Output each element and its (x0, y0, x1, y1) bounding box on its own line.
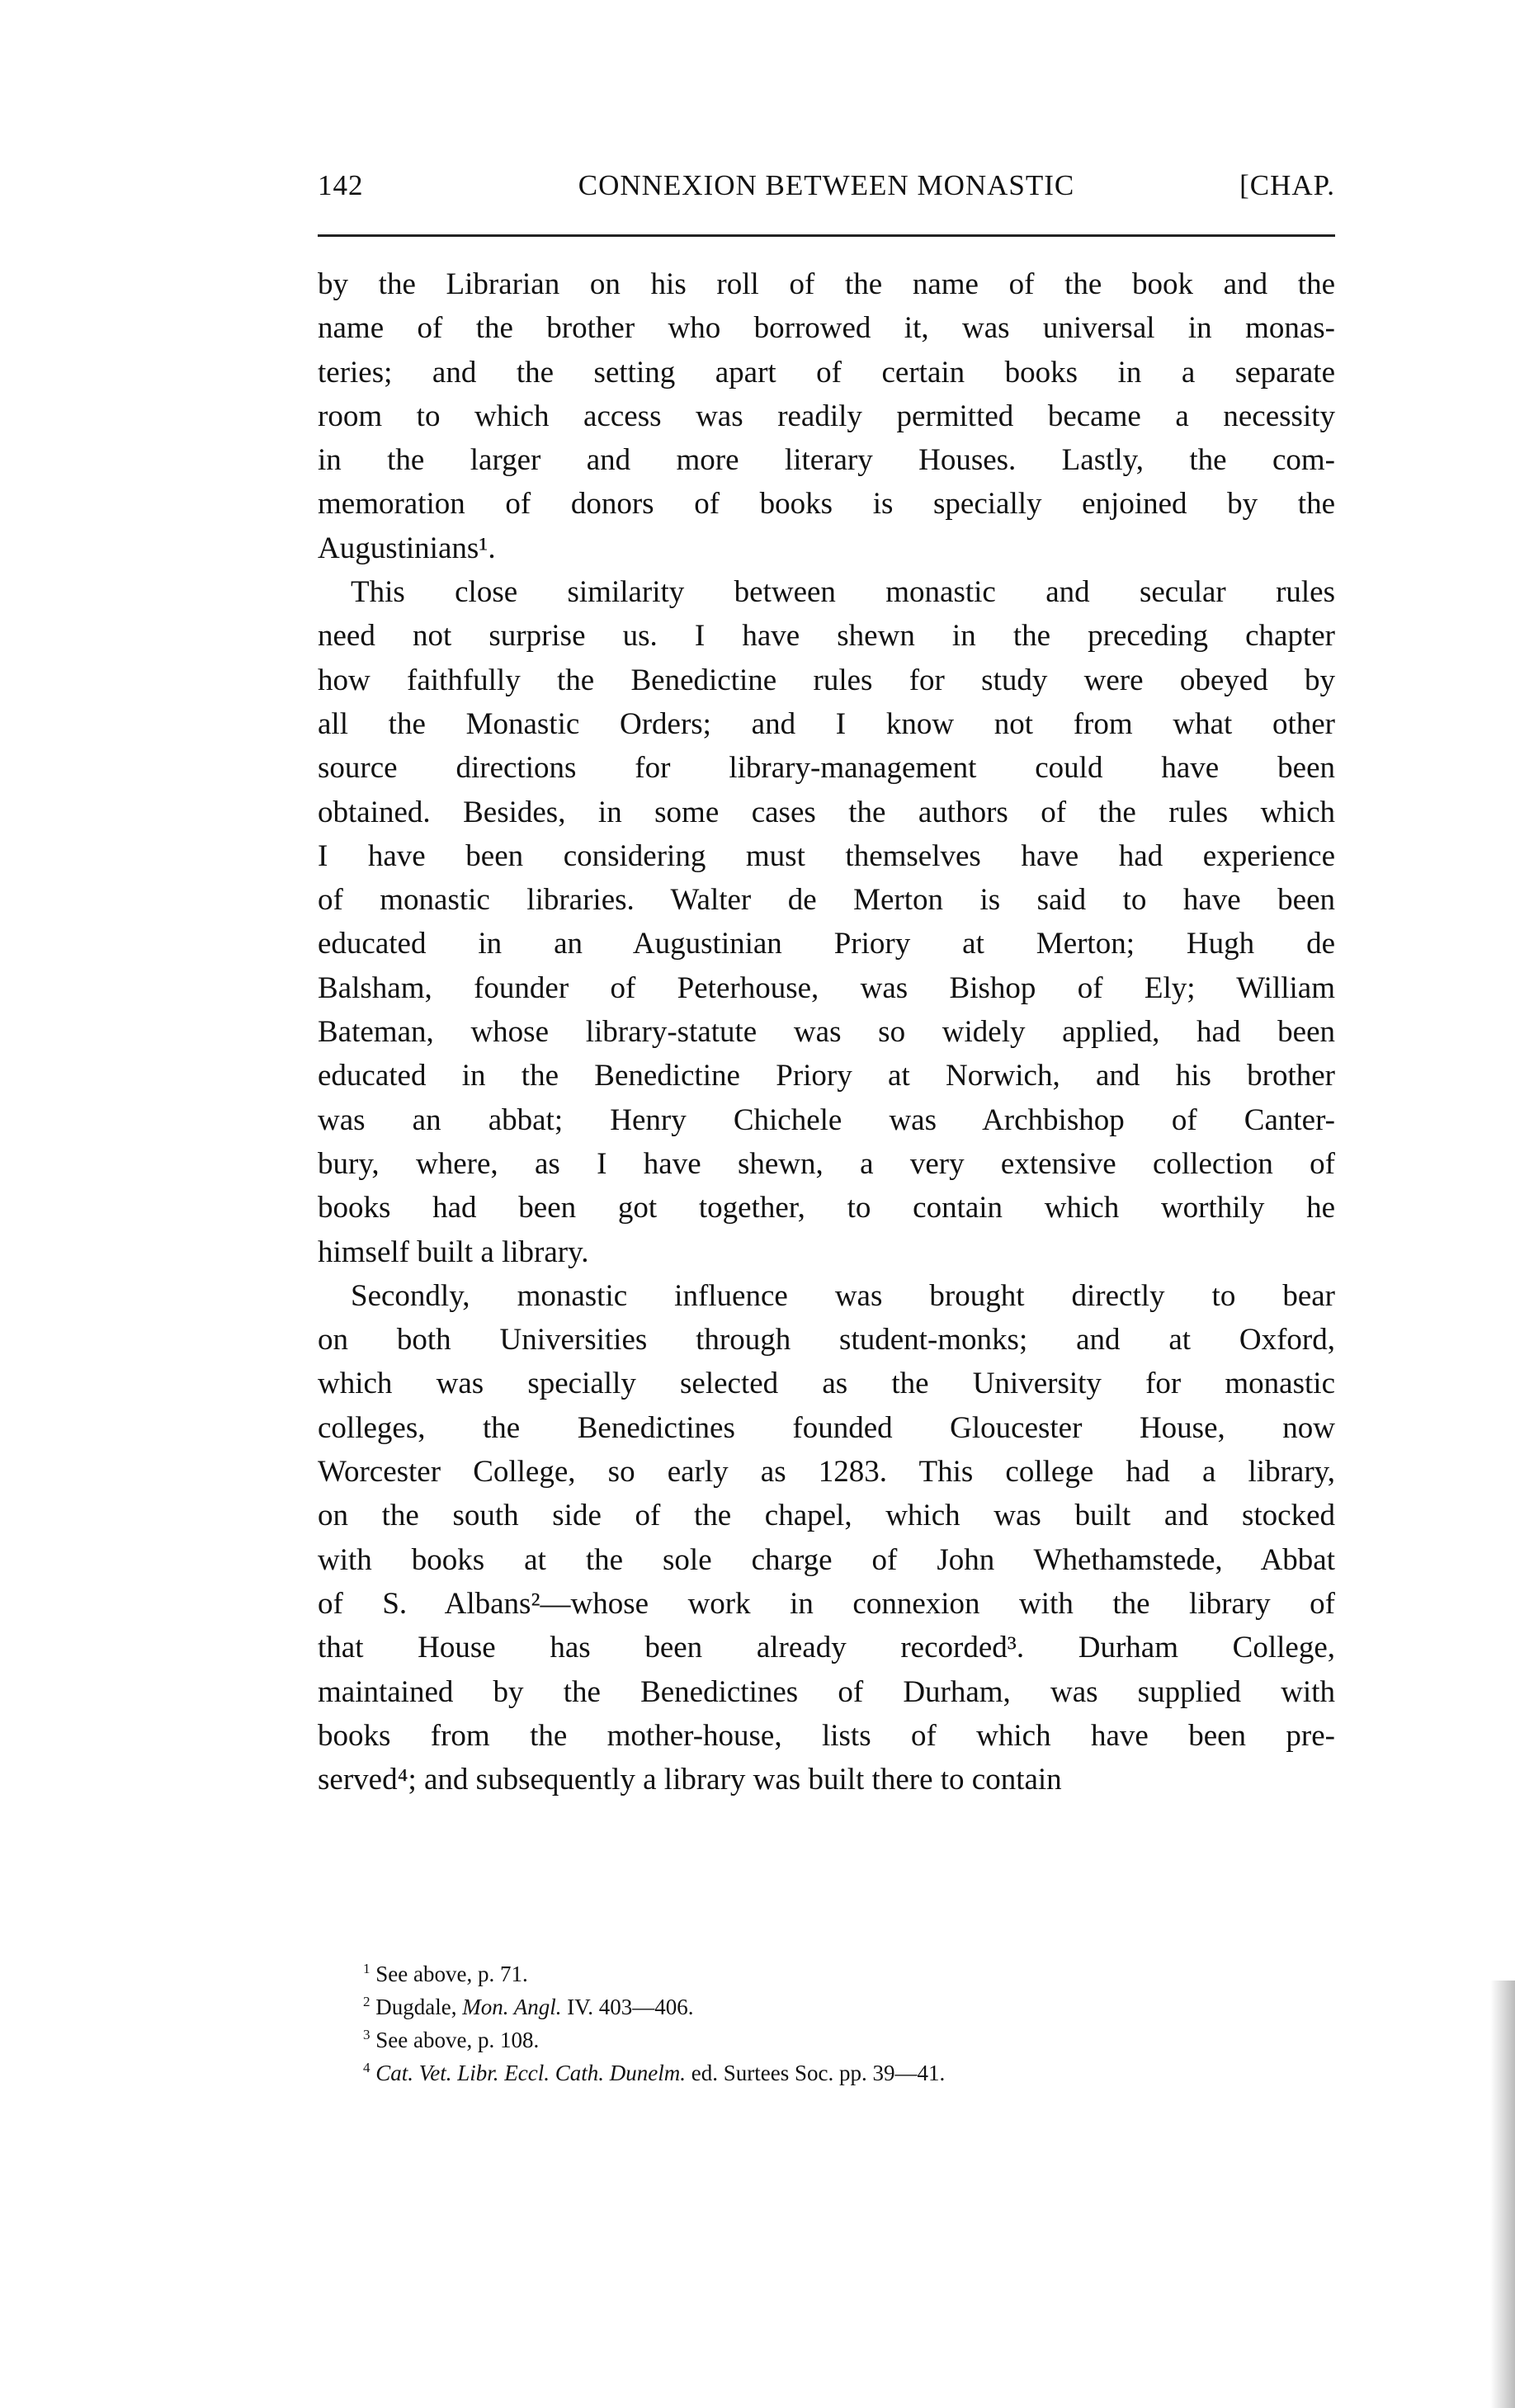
footnotes (363, 1957, 945, 2089)
text-line: Bateman, whose library-statute was so widely applied, had been (318, 1015, 1335, 1050)
text-line: I have been considering must themselves have had experience (318, 838, 1335, 873)
running-header (318, 169, 1335, 210)
footnote-post: ed. Surtees Soc. pp. 39—41. (685, 2061, 946, 2085)
page-number: 142 (318, 169, 364, 201)
running-title: CONNEXION BETWEEN MONASTIC (578, 169, 1075, 201)
text-line: was an abbat; Henry Chichele was Archbishop of Canter- (318, 1102, 1335, 1137)
header-rule (318, 234, 1335, 237)
text-line: need not surprise us. I have shewn in the preceding chapter (318, 619, 1335, 654)
text-line: educated in the Benedictine Priory at Norwich, and his brother (318, 1059, 1335, 1093)
text-line: Balsham, founder of Peterhouse, was Bishop of Ely; William (318, 970, 1335, 1005)
footnote-italic: Cat. Vet. Libr. Eccl. Cath. Dunelm. (375, 2061, 686, 2085)
text-line: name of the brother who borrowed it, was universal in monas- (318, 311, 1335, 346)
footnote-mark: 2 (363, 1994, 370, 2009)
text-line: in the larger and more literary Houses. Lastly, the com- (318, 443, 1335, 478)
footnote-pre: See above, p. 108. (375, 2028, 540, 2052)
footnote (363, 1990, 945, 2023)
text-line: by the Librarian on his roll of the name of the book and the (318, 267, 1335, 301)
text-line: books from the mother-house, lists of which have been pre- (318, 1718, 1335, 1753)
text-line: that House has been already recorded³. Durham College, (318, 1631, 1335, 1665)
text-line: with books at the sole charge of John Whethamstede, Abbat (318, 1542, 1335, 1577)
text-line: memoration of donors of books is specially enjoined by the (318, 487, 1335, 522)
footnote (363, 2056, 945, 2089)
text-line: teries; and the setting apart of certain books in a separate (318, 355, 1335, 390)
text-line: which was specially selected as the University for monastic (318, 1367, 1335, 1401)
footnote-pre: Dugdale, (375, 1995, 463, 2019)
footnote-mark: 4 (363, 2060, 370, 2075)
body-text (318, 262, 1335, 1801)
text-line: how faithfully the Benedictine rules for study were obeyed by (318, 663, 1335, 697)
chapter-label: [CHAP. (1239, 169, 1335, 201)
page-edge (1490, 1981, 1515, 2408)
text-line: educated in an Augustinian Priory at Merton; Hugh de (318, 927, 1335, 961)
text-line: of S. Albans²—whose work in connexion with the library of (318, 1586, 1335, 1621)
text-line: on the south side of the chapel, which was built and stocked (318, 1499, 1335, 1533)
footnote-mark: 1 (363, 1961, 370, 1976)
footnote (363, 1957, 945, 1990)
text-line: himself built a library. (318, 1235, 589, 1269)
text-line: Augustinians¹. (318, 531, 496, 565)
text-line: books had been got together, to contain which worthily he (318, 1191, 1335, 1225)
footnote (363, 2023, 945, 2056)
text-line: maintained by the Benedictines of Durham, was supplied with (318, 1674, 1335, 1709)
text-line: Secondly, monastic influence was brought directly to bear (351, 1278, 1335, 1313)
text-line: of monastic libraries. Walter de Merton is said to have been (318, 883, 1335, 918)
text-line: served⁴; and subsequently a library was built there to contain (318, 1763, 1062, 1797)
footnote-post: IV. 403—406. (561, 1995, 694, 2019)
text-line: obtained. Besides, in some cases the authors of the rules which (318, 795, 1335, 829)
text-line: This close similarity between monastic and secular rules (351, 575, 1335, 610)
text-line: room to which access was readily permitted became a necessity (318, 399, 1335, 433)
text-line: Worcester College, so early as 1283. This college had a library, (318, 1455, 1335, 1490)
text-line: all the Monastic Orders; and I know not from what other (318, 706, 1335, 741)
text-line: colleges, the Benedictines founded Gloucester House, now (318, 1410, 1335, 1445)
text-line: bury, where, as I have shewn, a very extensive collection of (318, 1146, 1335, 1181)
text-line: on both Universities through student-monks; and at Oxford, (318, 1323, 1335, 1357)
text-line: source directions for library-management could have been (318, 751, 1335, 786)
footnote-pre: See above, p. 71. (375, 1962, 528, 1986)
footnote-mark: 3 (363, 2027, 370, 2042)
footnote-italic: Mon. Angl. (462, 1995, 562, 2019)
